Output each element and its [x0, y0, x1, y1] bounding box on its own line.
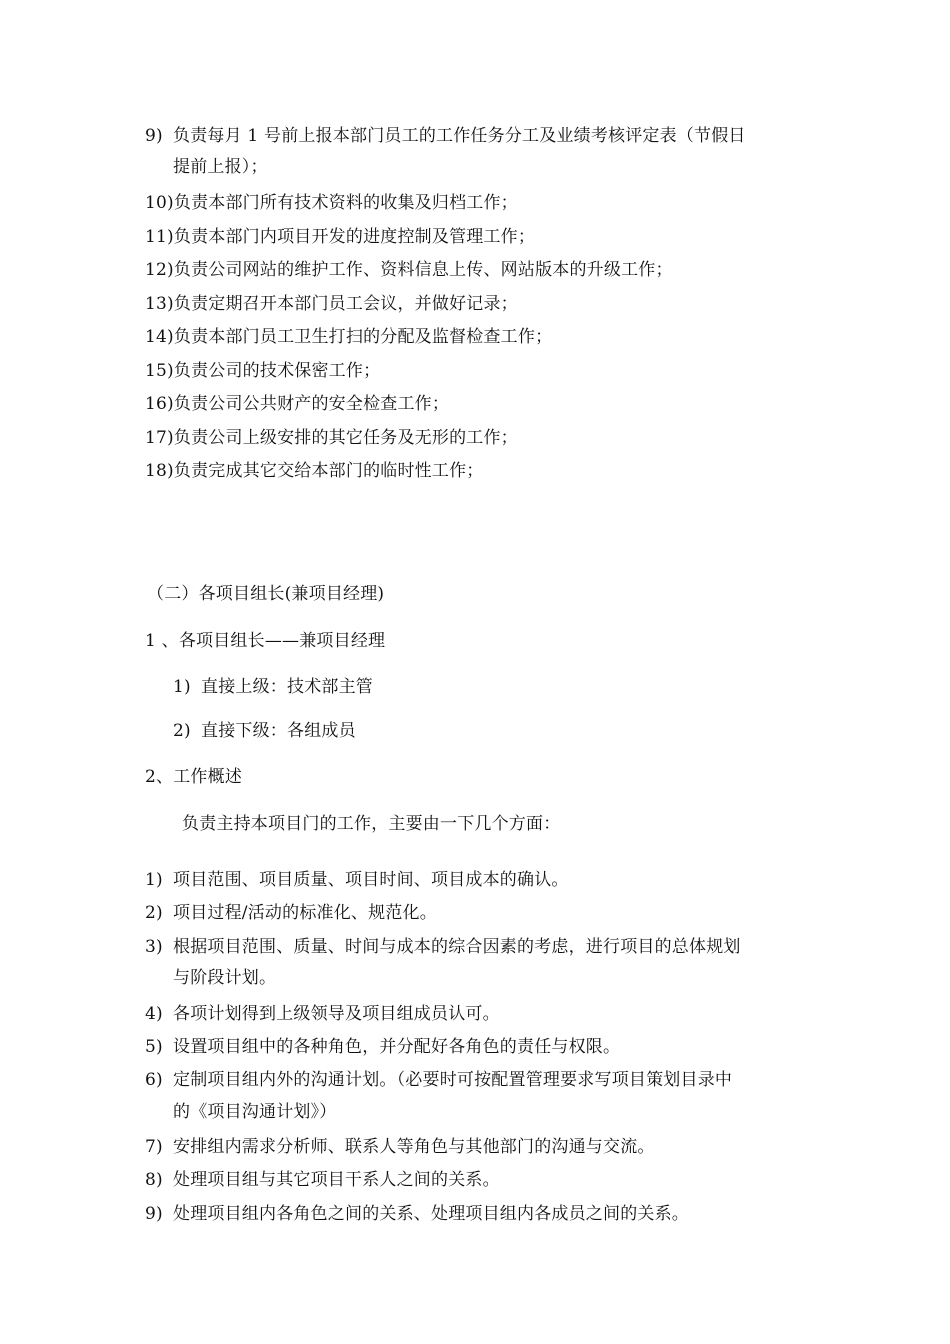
- item-text: 处理项目组内各角色之间的关系、处理项目组内各成员之间的关系。: [173, 1204, 689, 1224]
- item-text: 负责本部门所有技术资料的收集及归档工作；: [173, 193, 518, 213]
- item-text: 负责每月 1 号前上报本部门员工的工作任务分工及业绩考核评定表（节假日: [173, 126, 746, 146]
- list-item: [145, 293, 518, 315]
- list-item: [145, 1069, 732, 1091]
- list-item: [145, 1003, 500, 1025]
- item-number: 2): [173, 721, 191, 741]
- item-text: 设置项目组中的各种角色，并分配好各角色的责任与权限。: [173, 1037, 621, 1057]
- item-number: 10): [145, 193, 174, 213]
- list-item: [145, 902, 437, 924]
- item-text: 负责公司网站的维护工作、资料信息上传、网站版本的升级工作；: [173, 260, 673, 280]
- item-number: 11): [145, 227, 174, 247]
- item-text: 根据项目范围、质量、时间与成本的综合因素的考虑，进行项目的总体规划: [173, 937, 741, 957]
- item-number: 6): [145, 1070, 163, 1090]
- list-item-continuation: 与阶段计划。: [173, 968, 277, 988]
- list-item: [145, 226, 535, 248]
- item-number: 9): [145, 1204, 163, 1224]
- list-item: [145, 460, 483, 482]
- item-text: 负责公司的技术保密工作；: [173, 361, 381, 381]
- item-text: 负责定期召开本部门员工会议，并做好记录；: [173, 294, 518, 314]
- subsection-title: 2、工作概述: [145, 767, 243, 787]
- list-item: [145, 1169, 500, 1191]
- item-number: 15): [145, 361, 174, 381]
- item-text: 负责公司上级安排的其它任务及无形的工作；: [173, 428, 518, 448]
- list-item: [145, 936, 741, 958]
- item-text: 各项计划得到上级领导及项目组成员认可。: [173, 1004, 500, 1024]
- item-number: 17): [145, 428, 174, 448]
- item-number: 16): [145, 394, 174, 414]
- item-number: 2): [145, 903, 163, 923]
- item-number: 9): [145, 126, 163, 146]
- intro-paragraph: 负责主持本项目门的工作，主要由一下几个方面：: [182, 814, 561, 834]
- list-item: [145, 326, 552, 348]
- item-text: 负责公司公共财产的安全检查工作；: [173, 394, 450, 414]
- item-text: 处理项目组与其它项目干系人之间的关系。: [173, 1170, 500, 1190]
- item-number: 3): [145, 937, 163, 957]
- item-number: 7): [145, 1137, 163, 1157]
- subsection-title: 1 、各项目组长——兼项目经理: [145, 631, 386, 651]
- item-number: 1): [173, 677, 191, 697]
- list-item-continuation: 的《项目沟通计划》）: [173, 1102, 337, 1122]
- list-item: [145, 427, 518, 449]
- list-item: [145, 192, 518, 214]
- item-number: 12): [145, 260, 174, 280]
- item-text: 直接下级：各组成员: [201, 721, 356, 741]
- item-number: 8): [145, 1170, 163, 1190]
- list-item: [145, 125, 746, 147]
- list-item-continuation: 提前上报）；: [173, 157, 268, 177]
- list-item: [145, 1203, 689, 1225]
- item-number: 4): [145, 1004, 163, 1024]
- item-number: 13): [145, 294, 174, 314]
- item-number: 14): [145, 327, 174, 347]
- list-item: [173, 676, 373, 698]
- item-text: 项目范围、项目质量、项目时间、项目成本的确认。: [173, 870, 569, 890]
- item-text: 负责本部门内项目开发的进度控制及管理工作；: [173, 227, 536, 247]
- item-number: 18): [145, 461, 174, 481]
- item-text: 项目过程/活动的标准化、规范化。: [173, 903, 437, 923]
- list-item: [145, 393, 449, 415]
- item-number: 5): [145, 1037, 163, 1057]
- item-text: 安排组内需求分析师、联系人等角色与其他部门的沟通与交流。: [173, 1137, 655, 1157]
- list-item: [145, 869, 569, 891]
- list-item: [145, 259, 673, 281]
- item-text: 负责本部门员工卫生打扫的分配及监督检查工作；: [173, 327, 553, 347]
- list-item: [145, 1136, 655, 1158]
- item-text: 负责完成其它交给本部门的临时性工作；: [173, 461, 484, 481]
- list-item: [145, 1036, 620, 1058]
- item-text: 直接上级：技术部主管: [201, 677, 373, 697]
- item-text: 定制项目组内外的沟通计划。（必要时可按配置管理要求写项目策划目录中: [173, 1070, 733, 1090]
- item-number: 1): [145, 870, 163, 890]
- list-item: [173, 720, 356, 742]
- list-item: [145, 360, 380, 382]
- section-heading: （二）各项目组长(兼项目经理): [147, 584, 385, 604]
